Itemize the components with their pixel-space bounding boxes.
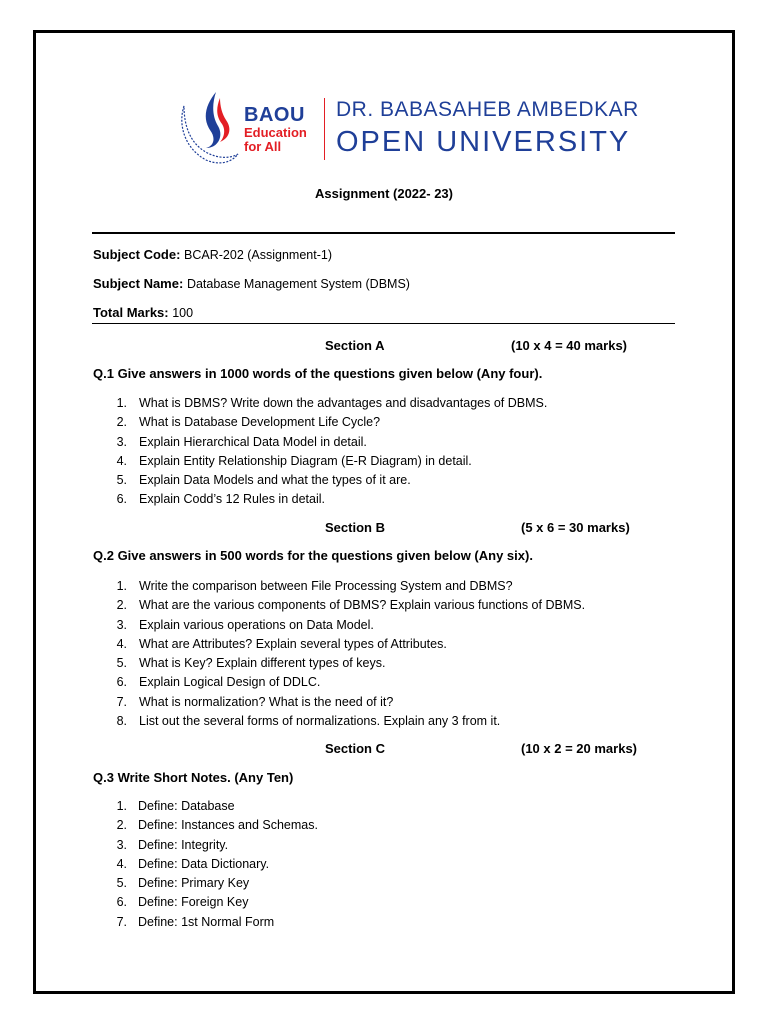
list-item <box>110 577 513 596</box>
section-c-list <box>110 797 318 932</box>
list-item-number: 1. <box>116 799 127 813</box>
list-item-text: Explain Logical Design of DDLC. <box>139 675 321 690</box>
list-item-text: What is Database Development Life Cycle? <box>139 415 381 430</box>
list-item-text: What is DBMS? Write down the advantages and disadvantages of DBMS. <box>139 396 548 410</box>
list-item-text: Explain Hierarchical Data Model in detail. <box>139 434 367 449</box>
list-item-number: 2. <box>116 818 127 833</box>
list-item <box>110 635 447 654</box>
subject-code-label: Subject Code: <box>93 247 181 262</box>
list-item-number: 5. <box>116 876 127 891</box>
list-item-text: What is Key? Explain different types of keys. <box>139 656 386 671</box>
list-item-number: 4. <box>116 636 127 651</box>
list-item <box>110 616 374 635</box>
logo-tagline-line-1: Education <box>244 125 307 140</box>
list-item <box>110 413 381 432</box>
meta-divider <box>92 323 675 324</box>
question-2: Q.2 Give answers in 500 words for the questions given below (Any six). <box>93 548 533 563</box>
question-1: Q.1 Give answers in 1000 words of the questions given below (Any four). <box>93 366 543 381</box>
list-item <box>110 654 386 673</box>
list-item-text: Define: Primary Key <box>138 876 250 891</box>
list-item-text: What are Attributes? Explain several types of Attributes. <box>139 636 447 651</box>
list-item-text: What is normalization? What is the need of it? <box>139 694 394 709</box>
header-divider <box>92 232 675 234</box>
list-item-number: 3. <box>116 617 127 632</box>
list-item-text: Define: Integrity. <box>138 837 229 852</box>
list-item-number: 5. <box>116 656 127 671</box>
list-item-number: 7. <box>116 914 127 929</box>
list-item <box>110 471 411 490</box>
logo-divider <box>324 98 325 160</box>
list-item-number: 2. <box>116 415 127 430</box>
section-a-marks: (10 x 4 = 40 marks) <box>511 338 627 353</box>
list-item <box>110 712 501 731</box>
list-item-number: 1. <box>116 396 127 410</box>
section-a-list <box>110 394 548 510</box>
list-item-number: 6. <box>116 895 127 910</box>
list-item-number: 4. <box>116 453 127 468</box>
section-b-list <box>110 577 586 731</box>
logo-abbreviation: BAOU <box>244 104 305 126</box>
list-item-number: 3. <box>116 837 127 852</box>
list-item-text: Explain Codd’s 12 Rules in detail. <box>139 492 325 507</box>
list-item-number: 7. <box>116 694 127 709</box>
list-item <box>110 836 229 855</box>
list-item-text: What are the various components of DBMS? Explain various functions of DBMS. <box>139 598 586 613</box>
logo-tagline-line-2: for All <box>244 139 282 154</box>
list-item <box>110 394 548 413</box>
question-3: Q.3 Write Short Notes. (Any Ten) <box>93 770 294 785</box>
section-a-heading: Section A <box>325 338 385 353</box>
list-item-text: Define: Instances and Schemas. <box>138 818 318 833</box>
list-item-number: 8. <box>116 714 127 729</box>
list-item-number: 2. <box>116 598 127 613</box>
list-item <box>110 490 325 509</box>
subject-code-value: BCAR-202 (Assignment-1) <box>184 248 332 262</box>
assignment-title: Assignment (2022- 23) <box>315 186 453 201</box>
list-item-number: 4. <box>116 856 127 871</box>
list-item-number: 1. <box>116 579 127 593</box>
list-item-number: 6. <box>116 675 127 690</box>
university-logo <box>176 88 639 168</box>
list-item <box>110 693 394 712</box>
list-item <box>110 893 249 912</box>
logo-name-line-2: OPEN UNIVERSITY <box>336 126 631 158</box>
list-item <box>110 433 367 452</box>
logo-tagline <box>244 126 307 154</box>
baou-emblem-icon <box>176 88 240 168</box>
list-item <box>110 673 321 692</box>
list-item-number: 6. <box>116 492 127 507</box>
list-item-text: Define: Database <box>138 799 235 813</box>
list-item <box>110 816 318 835</box>
list-item-number: 3. <box>116 434 127 449</box>
list-item <box>110 596 586 615</box>
list-item-text: List out the several forms of normalizations. Explain any 3 from it. <box>139 714 501 729</box>
list-item-text: Write the comparison between File Processing System and DBMS? <box>139 579 513 593</box>
total-marks <box>93 305 193 320</box>
subject-name-label: Subject Name: <box>93 276 184 291</box>
section-c-marks: (10 x 2 = 20 marks) <box>521 741 637 756</box>
subject-name <box>93 276 410 291</box>
list-item <box>110 874 250 893</box>
section-b-heading: Section B <box>325 520 385 535</box>
list-item <box>110 452 472 471</box>
section-b-marks: (5 x 6 = 30 marks) <box>521 520 630 535</box>
subject-code <box>93 247 332 262</box>
total-marks-value: 100 <box>172 306 194 320</box>
section-c-heading: Section C <box>325 741 385 756</box>
list-item <box>110 855 270 874</box>
list-item-text: Explain Data Models and what the types of it are. <box>139 473 411 488</box>
list-item-text: Define: Data Dictionary. <box>138 856 270 871</box>
list-item <box>110 913 275 932</box>
logo-name-line-1: DR. BABASAHEB AMBEDKAR <box>336 98 639 121</box>
list-item-text: Explain Entity Relationship Diagram (E-R Diagram) in detail. <box>139 453 472 468</box>
list-item-text: Explain various operations on Data Model. <box>139 617 374 632</box>
list-item <box>110 797 235 816</box>
list-item-text: Define: Foreign Key <box>138 895 249 910</box>
total-marks-label: Total Marks: <box>93 305 169 320</box>
list-item-number: 5. <box>116 473 127 488</box>
subject-name-value: Database Management System (DBMS) <box>186 277 410 291</box>
list-item-text: Define: 1st Normal Form <box>138 914 275 929</box>
